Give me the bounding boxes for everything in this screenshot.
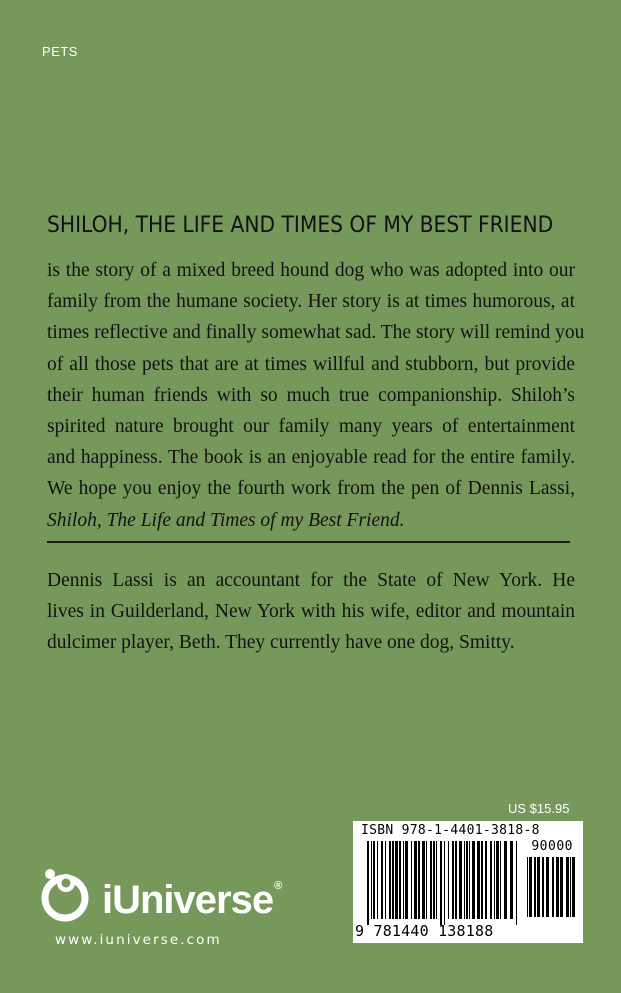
- bio-line: Dennis Lassi is an accountant for the State of New York. He: [47, 570, 575, 591]
- iuniverse-logo-icon: [38, 866, 98, 926]
- registered-mark: ®: [274, 880, 282, 892]
- description-line: is the story of a mixed breed hound dog who was adopted into our: [47, 260, 575, 281]
- publisher-logo: [38, 866, 298, 926]
- category-label: PETS: [42, 44, 78, 59]
- description-line: We hope you enjoy the fourth work from the pen of Dennis Lassi,: [47, 478, 575, 500]
- publisher-name: iUniverse®: [102, 878, 282, 922]
- description-line-italic-title: Shiloh, The Life and Times of my Best Friend.: [47, 509, 405, 531]
- description-line: times reflective and finally somewhat sad. The story will remind you: [47, 322, 585, 344]
- barcode-digits: 9 781440 138188: [355, 922, 494, 940]
- book-description: [47, 255, 585, 536]
- bio-line: dulcimer player, Beth. They currently have one dog, Smitty.: [47, 632, 515, 654]
- description-line: and happiness. The book is an enjoyable read for the entire family.: [47, 447, 575, 469]
- description-line: spirited nature brought our family many years of entertainment: [47, 416, 575, 438]
- description-line: family from the humane society. Her story is at times humorous, at: [47, 291, 575, 313]
- isbn-barcode: [353, 821, 583, 943]
- author-bio: [47, 565, 575, 659]
- section-divider: [47, 541, 570, 543]
- barcode-addon-number: 90000: [531, 839, 573, 854]
- barcode-addon-bars: [527, 857, 575, 923]
- bio-line: lives in Guilderland, New York with his wife, editor and mountain: [47, 601, 575, 623]
- price-label: US $15.95: [508, 801, 570, 816]
- publisher-url: www.iuniverse.com: [55, 932, 222, 948]
- barcode-main-bars: [367, 841, 517, 925]
- description-line: of all those pets that are at times willful and stubborn, but provide: [47, 353, 575, 375]
- description-line: their human friends with so much true companionship. Shiloh’s: [47, 384, 575, 406]
- book-title: SHILOH, THE LIFE AND TIMES OF MY BEST FRIEND: [47, 213, 554, 238]
- isbn-label: ISBN 978-1-4401-3818-8: [361, 823, 540, 838]
